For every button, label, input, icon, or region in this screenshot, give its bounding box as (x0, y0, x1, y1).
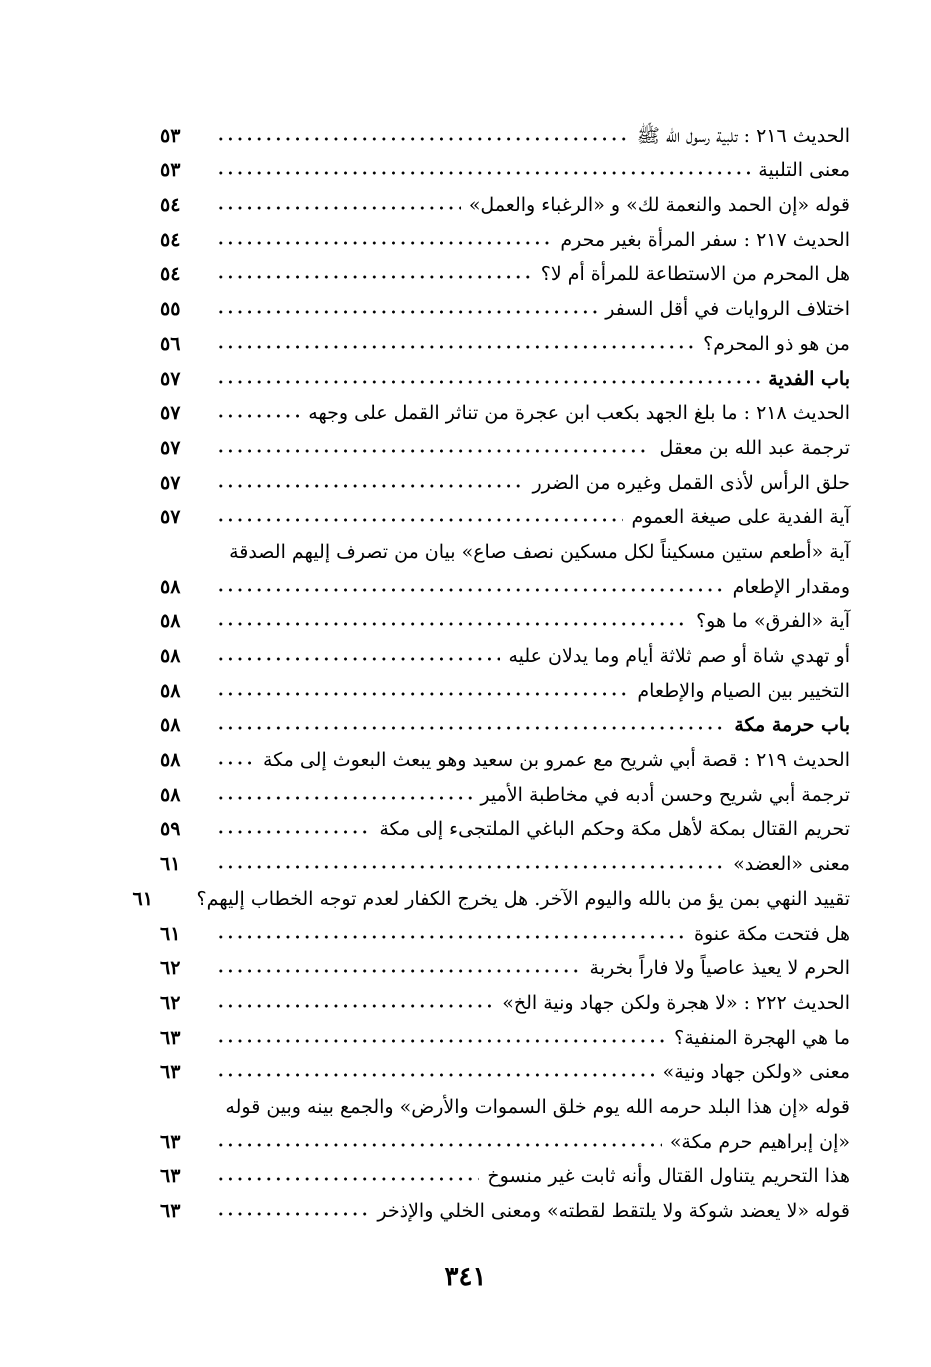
entry-title: معنى التلبية (758, 159, 850, 182)
entry-title: هل فتحت مكة عنوة (694, 922, 850, 945)
toc-entry (160, 742, 850, 777)
dot-leader (216, 1001, 494, 1011)
entry-page-number: ٥٧ (160, 402, 181, 425)
entry-page-number: ٦١ (160, 922, 181, 945)
toc-entry (160, 673, 850, 708)
entry-title: قوله «إن الحمد والنعمة لك» و «الرغباء والعمل» (468, 194, 850, 217)
entry-title: تقييد النهي بمن يؤ من بالله واليوم الآخر. هل يخرج الكفار لعدم توجه الخطاب إليهم؟ (196, 887, 850, 910)
dot-leader (216, 758, 255, 768)
entry-title: «إن إبراهيم حرم مكة» (669, 1130, 850, 1153)
entry-title: الحديث ٢١٦ : تلبية رسول الله ﷺ (636, 124, 850, 147)
toc-entry (160, 1124, 850, 1159)
entry-page-number: ٥٦ (160, 332, 181, 355)
entry-title: معنى «ولكن جهاد ونية» (662, 1061, 850, 1084)
toc-entry (160, 846, 850, 881)
dot-leader (216, 238, 552, 248)
entry-title: التخيير بين الصيام والإطعام (637, 679, 850, 702)
dot-leader (216, 272, 533, 282)
entry-title: قوله «لا يعضد شوكة ولا يلتقط لقطته» ومعنى الخلي والإذخر (377, 1200, 850, 1222)
toc-entry (160, 430, 850, 465)
entry-page-number: ٦٣ (160, 1165, 181, 1188)
toc-entry (160, 465, 850, 500)
toc-entry (160, 500, 850, 535)
entry-page-number: ٥٨ (160, 783, 181, 806)
dot-leader (216, 619, 688, 629)
toc-entry (160, 916, 850, 951)
toc-entry (160, 534, 850, 569)
toc-entry (160, 153, 850, 188)
dot-leader (216, 1036, 666, 1046)
toc-entry (160, 1020, 850, 1055)
entry-page-number: ٥٣ (160, 124, 181, 147)
entry-page-number: ٦٢ (160, 991, 181, 1014)
entry-page-number: ٥٧ (160, 471, 181, 494)
dot-leader (216, 377, 760, 387)
entry-page-number: ٥٧ (160, 367, 181, 390)
dot-leader (216, 1209, 369, 1219)
entry-title: الحديث ٢١٧ : سفر المرأة بغير محرم (560, 228, 850, 251)
dot-leader (216, 1174, 479, 1184)
toc-entry (160, 1055, 850, 1090)
entry-title: الحديث ٢١٩ : قصة أبي شريح مع عمرو بن سعيد وهو يبعث البعوث إلى مكة (262, 749, 850, 772)
dot-leader (216, 966, 582, 976)
dot-leader (216, 862, 725, 872)
chapter-heading: باب الفدية (768, 367, 850, 390)
dot-leader (216, 654, 500, 664)
entry-title: الحديث ٢١٨ : ما بلغ الجهد بكعب ابن عجرة من تناثر القمل على وجهه (308, 402, 850, 425)
entry-page-number: ٦٣ (160, 1130, 181, 1153)
entry-title: حلق الرأس لأذى القمل وغيره من الضرر (532, 471, 850, 494)
dot-leader (216, 203, 461, 213)
entry-page-number: ٦٢ (160, 957, 181, 980)
entry-title: آية الفدية على صيغة العموم (631, 506, 850, 529)
toc-entry (132, 881, 850, 916)
toc-entry (160, 812, 850, 847)
entry-title: أو تهدي شاة أو صم ثلاثة أيام وما يدلان عليه (508, 645, 850, 667)
toc-entry (160, 361, 850, 396)
toc-entry (160, 118, 850, 153)
dot-leader (216, 446, 651, 456)
dot-leader (216, 723, 726, 733)
toc-entry (160, 569, 850, 604)
toc-entry (160, 708, 850, 743)
toc-entry (160, 1089, 850, 1124)
entry-page-number: ٥٨ (160, 610, 181, 633)
entry-page-number: ٥٥ (160, 298, 181, 321)
entry-page-number: ٥٩ (160, 818, 181, 841)
entry-page-number: ٥٨ (160, 575, 181, 598)
entry-page-number: ٥٨ (160, 679, 181, 702)
toc-entry (160, 326, 850, 361)
toc-entry (160, 291, 850, 326)
dot-leader (216, 481, 525, 491)
dot-leader (216, 1070, 655, 1080)
entry-page-number: ٦٣ (160, 1200, 181, 1222)
dot-leader (216, 585, 725, 595)
entry-title: الحرم لا يعيذ عاصياً ولا فاراً بخربة (589, 957, 850, 980)
entry-title: من هو ذو المحرم؟ (703, 332, 850, 355)
toc-entry (160, 951, 850, 986)
toc-entry (160, 985, 850, 1020)
dot-leader (216, 134, 629, 144)
entry-title: ومقدار الإطعام (732, 575, 850, 598)
entry-title: آية «أطعم ستين مسكيناً لكل مسكين نصف صاع» بيان من تصرف إليهم الصدقة (229, 540, 850, 563)
dot-leader (216, 168, 750, 178)
entry-title: ترجمة عبد الله بن معقل (659, 436, 850, 459)
dot-leader (216, 689, 629, 699)
entry-title: ما هي الهجرة المنفية؟ (674, 1026, 850, 1049)
entry-page-number: ٥٤ (160, 263, 181, 286)
entry-title: ترجمة أبي شريح وحسن أدبه في مخاطبة الأمير (480, 783, 850, 806)
entry-title: تحريم القتال بمكة لأهل مكة وحكم الباغي الملتجىء إلى مكة (379, 818, 850, 841)
toc-entry (160, 222, 850, 257)
toc-entry (160, 1193, 850, 1228)
dot-leader (216, 793, 472, 803)
entry-page-number: ٥٨ (160, 749, 181, 772)
page-number: ٣٤١ (444, 1262, 487, 1292)
toc-entry (160, 187, 850, 222)
entry-page-number: ٥٨ (160, 645, 181, 667)
toc-entry (160, 638, 850, 673)
entry-page-number: ٥٨ (160, 714, 181, 737)
entry-title: آية «الفرق» ما هو؟ (696, 610, 850, 633)
entry-title: الحديث ٢٢٢ : «لا هجرة ولكن جهاد ونية الخ» (502, 991, 850, 1014)
toc-entry (160, 396, 850, 431)
entry-page-number: ٥٤ (160, 228, 181, 251)
dot-leader (216, 411, 300, 421)
dot-leader (216, 307, 597, 317)
entry-title: قوله «إن هذا البلد حرمه الله يوم خلق السموات والأرض» والجمع بينه وبين قوله (225, 1095, 850, 1118)
entry-page-number: ٦١ (160, 853, 181, 876)
toc-entry (160, 777, 850, 812)
entry-title: هذا التحريم يتناول القتال وأنه ثابت غير منسوخ (487, 1165, 850, 1188)
table-of-contents (132, 118, 850, 1228)
entry-page-number: ٥٧ (160, 436, 181, 459)
entry-page-number: ٥٧ (160, 506, 181, 529)
entry-title: اختلاف الروايات في أقل السفر (605, 298, 850, 321)
entry-page-number: ٥٤ (160, 194, 181, 217)
entry-page-number: ٦٣ (160, 1061, 181, 1084)
dot-leader (216, 515, 623, 525)
dot-leader (216, 342, 695, 352)
entry-page-number: ٦٣ (160, 1026, 181, 1049)
entry-page-number: ٥٣ (160, 159, 181, 182)
entry-title: هل المحرم من الاستطاعة للمرأة أم لا؟ (540, 263, 850, 286)
toc-entry (160, 257, 850, 292)
toc-entry (160, 1159, 850, 1194)
dot-leader (216, 827, 371, 837)
dot-leader (216, 1140, 662, 1150)
entry-title: معنى «العضد» (733, 853, 850, 876)
chapter-heading: باب حرمة مكة (734, 714, 850, 737)
entry-page-number: ٦١ (132, 887, 153, 910)
dot-leader (216, 932, 686, 942)
toc-entry (160, 604, 850, 639)
